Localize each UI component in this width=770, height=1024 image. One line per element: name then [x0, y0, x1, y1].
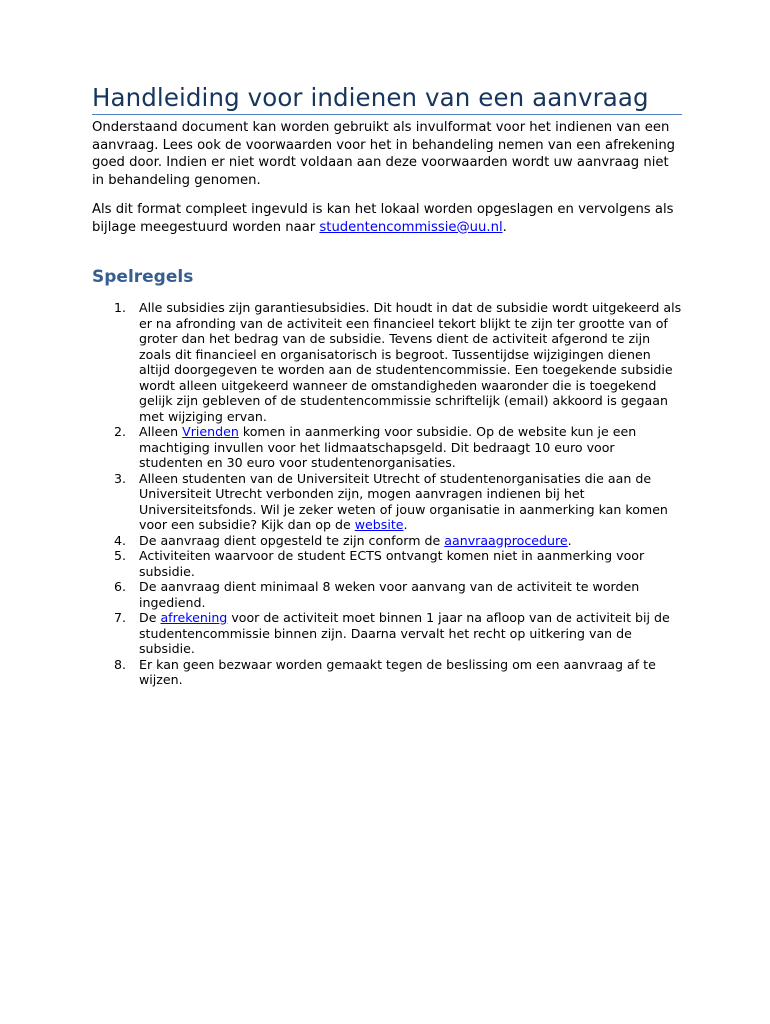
intro-paragraph	[92, 119, 682, 189]
save-text-end: .	[502, 219, 507, 235]
rule-text-after: .	[567, 532, 572, 548]
rule-item	[92, 533, 682, 549]
rule-item	[92, 300, 682, 424]
afrekening-link[interactable]: afrekening	[160, 610, 228, 625]
rule-item	[92, 471, 682, 533]
rule-text: De aanvraag dient opgesteld te zijn conform de	[139, 532, 445, 548]
aanvraagprocedure-link[interactable]: aanvraagprocedure	[444, 532, 568, 548]
rule-text: Activiteiten waarvoor de student ECTS ontvangt komen niet in aanmerking voor subsidie.	[139, 548, 645, 579]
document-page	[92, 84, 682, 688]
rule-text-after: komen in aanmerking voor subsidie. Op de website kun je een machtiging invullen voor het lidmaatschapsgeld. Dit bedraagt 10 euro voor studenten en 30 euro voor studentenorganisaties.	[139, 424, 637, 470]
rule-text-after: voor de activiteit moet binnen 1 jaar na afloop van de activiteit bij de studentencommissie binnen zijn. Daarna vervalt het recht op uitkering van de subsidie.	[139, 610, 670, 656]
rule-number: 2.	[114, 424, 127, 439]
vrienden-link[interactable]: Vrienden	[182, 424, 239, 439]
rule-text-after: .	[403, 517, 408, 532]
page-title: Handleiding voor indienen van een aanvraag	[92, 84, 682, 115]
rule-number: 4.	[114, 532, 127, 548]
intro-text: Onderstaand document kan worden gebruikt als invulformat voor het indienen van een aanvraag. Lees ook de voorwaarden voor het in behandeling nemen van een afrekening goed door. Indien er niet wordt voldaan aan deze voorwaarden wordt uw aanvraag niet in behandeling genomen.	[92, 120, 676, 188]
rule-text: Er kan geen bezwaar worden gemaakt tegen de beslissing om een aanvraag af te wijzen.	[139, 656, 656, 687]
rule-number: 8.	[114, 656, 127, 672]
rule-number: 1.	[114, 300, 127, 315]
rule-number: 5.	[114, 548, 127, 563]
rule-text: De	[139, 610, 161, 625]
rule-item	[92, 610, 682, 657]
email-link[interactable]: studentencommissie@uu.nl	[319, 219, 503, 235]
rule-item	[92, 579, 682, 610]
rule-item	[92, 657, 682, 688]
rule-text: Alleen	[139, 424, 183, 439]
website-link[interactable]: website	[354, 517, 404, 532]
section-heading-spelregels: Spelregels	[92, 267, 194, 287]
rule-number: 7.	[114, 610, 127, 625]
rule-number: 6.	[114, 579, 127, 594]
rules-list	[92, 300, 682, 688]
rule-text: De aanvraag dient minimaal 8 weken voor aanvang van de activiteit te worden ingediend.	[139, 579, 640, 610]
save-text: Als dit format compleet ingevuld is kan het lokaal worden opgeslagen en vervolgens als bijlage meegestuurd worden naar	[92, 202, 674, 235]
rule-number: 3.	[114, 470, 127, 486]
save-instructions-paragraph	[92, 201, 682, 236]
rule-item	[92, 548, 682, 579]
rule-text: Alle subsidies zijn garantiesubsidies. Dit houdt in dat de subsidie wordt uitgekeerd als er na afronding van de activiteit een financieel tekort blijkt te zijn ter grootte van of groter dan het bedrag van de subsidie. Tevens dient de activiteit afgerond te zijn zoals dit financieel en organisatorisch is begroot. Tussentijdse wijzigingen dienen altijd doorgegeven te worden aan de studentencommissie. Een toegekende subsidie wordt alleen uitgekeerd wanneer de omstandigheden waaronder die is toegekend gelijk zijn gebleven of de studentencommissie schriftelijk (email) akkoord is gegaan met wijziging ervan.	[139, 300, 682, 424]
rule-text: Alleen studenten van de Universiteit Utrecht of studentenorganisaties die aan de Universiteit Utrecht verbonden zijn, mogen aanvragen indienen bij het Universiteitsfonds. Wil je zeker weten of jouw organisatie in aanmerking kan komen voor een subsidie? Kijk dan op de	[139, 470, 668, 532]
rule-item	[92, 424, 682, 471]
